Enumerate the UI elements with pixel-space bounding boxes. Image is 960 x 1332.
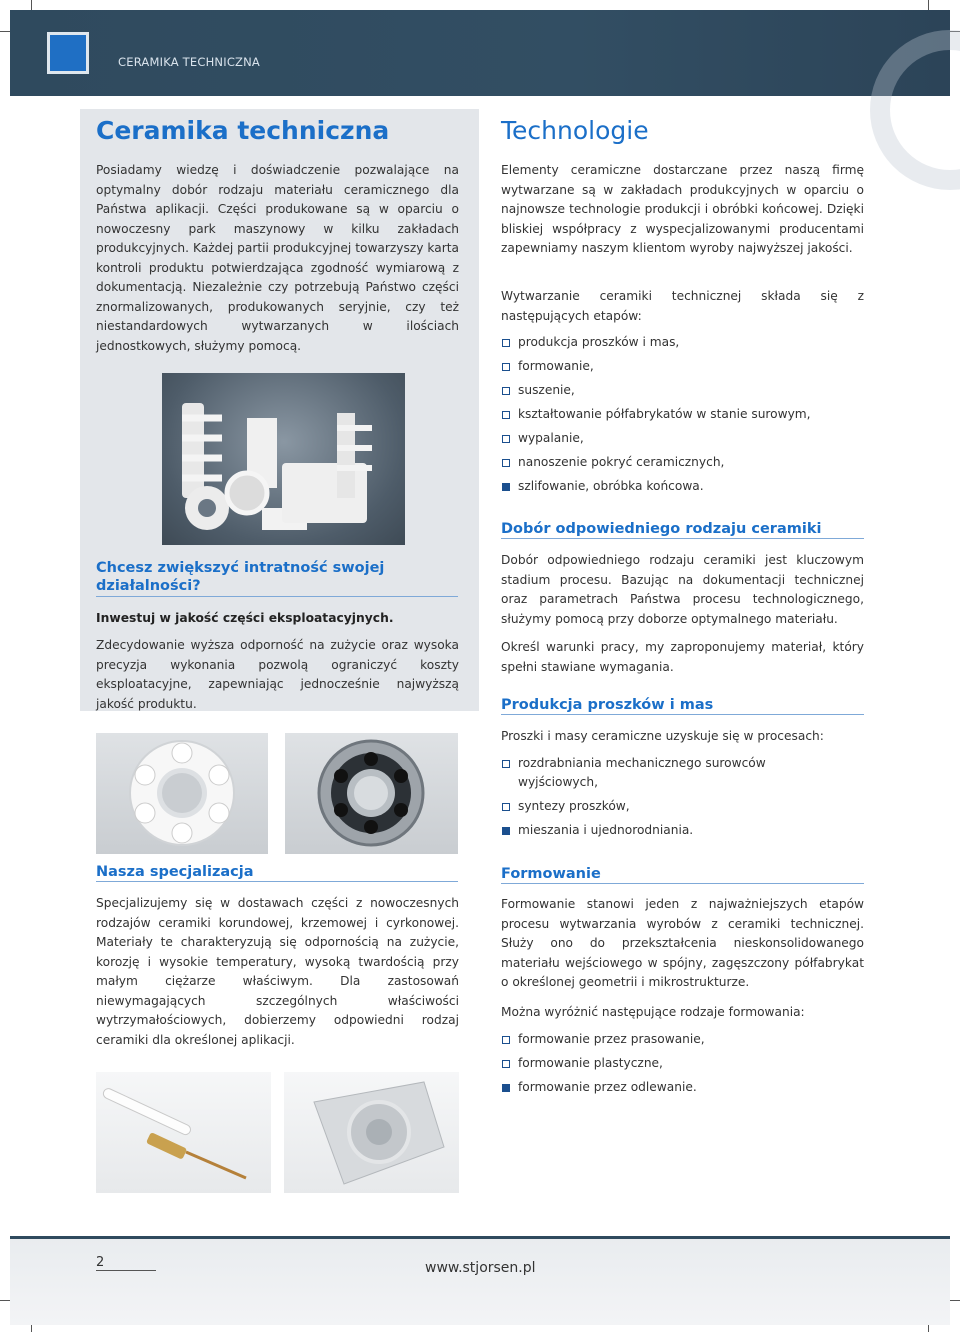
list-item: szlifowanie, obróbka końcowa. (501, 477, 864, 496)
list-item: wypalanie, (501, 429, 864, 448)
list-item: rozdrabniania mechanicznego surowców wyjściowych, (501, 754, 801, 792)
technology-title: Technologie (501, 116, 649, 145)
question-heading: Chcesz zwiększyć intratność swojej działalności? (96, 559, 458, 597)
forming-list (501, 1030, 864, 1102)
choice-paragraph-1: Dobór odpowiedniego rodzaju ceramiki jest kluczowym stadium procesu. Bazując na dokumentacji technicznej oraz parametrach Państwa procesu technologicznego, służymy pomocą przy doborze optymalnego materiału. (501, 553, 864, 626)
powder-list (501, 754, 801, 845)
ceramic-rod-illustration (96, 1072, 271, 1193)
powder-intro: Proszki i masy ceramiczne uzyskuje się w procesach: (501, 729, 824, 743)
ceramic-parts-photo (162, 373, 405, 545)
list-item: suszenie, (501, 381, 864, 400)
intro-paragraph: Posiadamy wiedzę i doświadczenie pozwalające na optymalny dobór rodzaju materiału ceramicznego dla Państwa aplikacji. Części produkowane są w oparciu o nowoczesny park maszynowy w kilku zakładach produkcyjnych. Każdej partii produkcyjnej towarzyszy karta kontroli produktu potwierdzająca zgodność wymiarową z dokumentacją. Niezależnie czy potrzebują Państwo części znormalizowanych, produkowanych seryjnie, czy też niestandardowych wytwarzanych w ilościach jednostkowych, służymy pomocą. (96, 163, 459, 353)
bullet-square-icon (502, 803, 510, 811)
list-item: syntezy proszków, (501, 797, 801, 816)
bullet-square-icon (502, 435, 510, 443)
bullet-square-icon (502, 1084, 510, 1092)
invest-line: Inwestuj w jakość części eksploatacyjnych. (96, 611, 394, 625)
list-item: nanoszenie pokryć ceramicznych, (501, 453, 864, 472)
page-number-rule (96, 1270, 156, 1271)
list-item: formowanie przez odlewanie. (501, 1078, 864, 1097)
bullet-square-icon (502, 387, 510, 395)
bullet-square-icon (502, 339, 510, 347)
page-number: 2 (96, 1255, 105, 1270)
list-item: formowanie przez prasowanie, (501, 1030, 864, 1049)
page-title: Ceramika techniczna (96, 116, 390, 145)
list-item: mieszania i ujednorodniania. (501, 821, 801, 840)
choice-paragraph-2: Określ warunki pracy, my zaproponujemy materiał, który spełni stawiane wymagania. (501, 640, 864, 674)
specialization-heading: Nasza specjalizacja (96, 864, 458, 882)
powder-heading: Produkcja proszków i mas (501, 697, 864, 715)
ceramic-parts-illustration (162, 373, 405, 545)
hybrid-bearing-photo (285, 733, 458, 854)
bullet-square-icon (502, 459, 510, 467)
header-logo-square (47, 32, 89, 74)
footer-band (10, 1236, 950, 1325)
ceramic-heater-photo (96, 1072, 271, 1193)
dark-bearing-illustration (285, 733, 458, 854)
stages-list (501, 333, 864, 501)
header-title: CERAMIKA TECHNICZNA (118, 55, 261, 69)
choice-heading: Dobór odpowiedniego rodzaju ceramiki (501, 521, 864, 539)
resistance-paragraph: Zdecydowanie wyższa odporność na zużycie oraz wysoka precyzja wykonania pozwolą ograniczyć koszty eksploatacyjne, zapewniając jednocześnie najwyższą jakość produktu. (96, 638, 459, 711)
bullet-square-icon (502, 760, 510, 768)
list-item: produkcja proszków i mas, (501, 333, 864, 352)
header-band (10, 10, 950, 96)
list-item: formowanie plastyczne, (501, 1054, 864, 1073)
ceramic-plate-photo (284, 1072, 459, 1193)
forming-paragraph-1: Formowanie stanowi jeden z najważniejszych etapów procesu wytwarzania wyrobów z ceramiki technicznej. Służy ono do przekształcenia nieskonsolidowanego materiału wejściowego w spójny, zagęszczony półfabrykat o określonej geometrii i mikrostrukturze. (501, 897, 864, 989)
bullet-square-icon (502, 363, 510, 371)
white-bearing-illustration (96, 733, 268, 854)
bullet-square-icon (502, 1036, 510, 1044)
stages-intro: Wytwarzanie ceramiki technicznej składa się z następujących etapów: (501, 289, 864, 323)
ceramic-bearing-photo (96, 733, 268, 854)
bullet-square-icon (502, 1060, 510, 1068)
bullet-square-icon (502, 827, 510, 835)
forming-heading: Formowanie (501, 866, 864, 884)
bullet-square-icon (502, 411, 510, 419)
specialization-paragraph: Specjalizujemy się w dostawach części z nowoczesnych rodzajów ceramiki korundowej, krzemowej i cyrkonowej. Materiały te charakteryzują się odpornością na zużycie, korozję i wysokie temperatury, wysoką twardością przy małym ciężarze właściwym. Dla zastosowań niewymagających szczególnych właściwości wytrzymałościowych, dobierzemy odpowiedni rodzaj ceramiki dla określonej aplikacji. (96, 896, 459, 1047)
bullet-square-icon (502, 483, 510, 491)
list-item: kształtowanie półfabrykatów w stanie surowym, (501, 405, 864, 424)
forming-paragraph-2: Można wyróżnić następujące rodzaje formowania: (501, 1005, 805, 1019)
list-item: formowanie, (501, 357, 864, 376)
technology-intro: Elementy ceramiczne dostarczane przez naszą firmę wytwarzane są w zakładach produkcyjnych w oparciu o najnowsze technologie produkcji i obróbki końcowej. Dzięki bliskiej współpracy z wyspecjalizowanymi producentami zapewniamy naszym klientom wyroby najwyższej jakości. (501, 163, 864, 255)
ceramic-plate-illustration (284, 1072, 459, 1193)
website-link[interactable]: www.stjorsen.pl (425, 1260, 536, 1276)
